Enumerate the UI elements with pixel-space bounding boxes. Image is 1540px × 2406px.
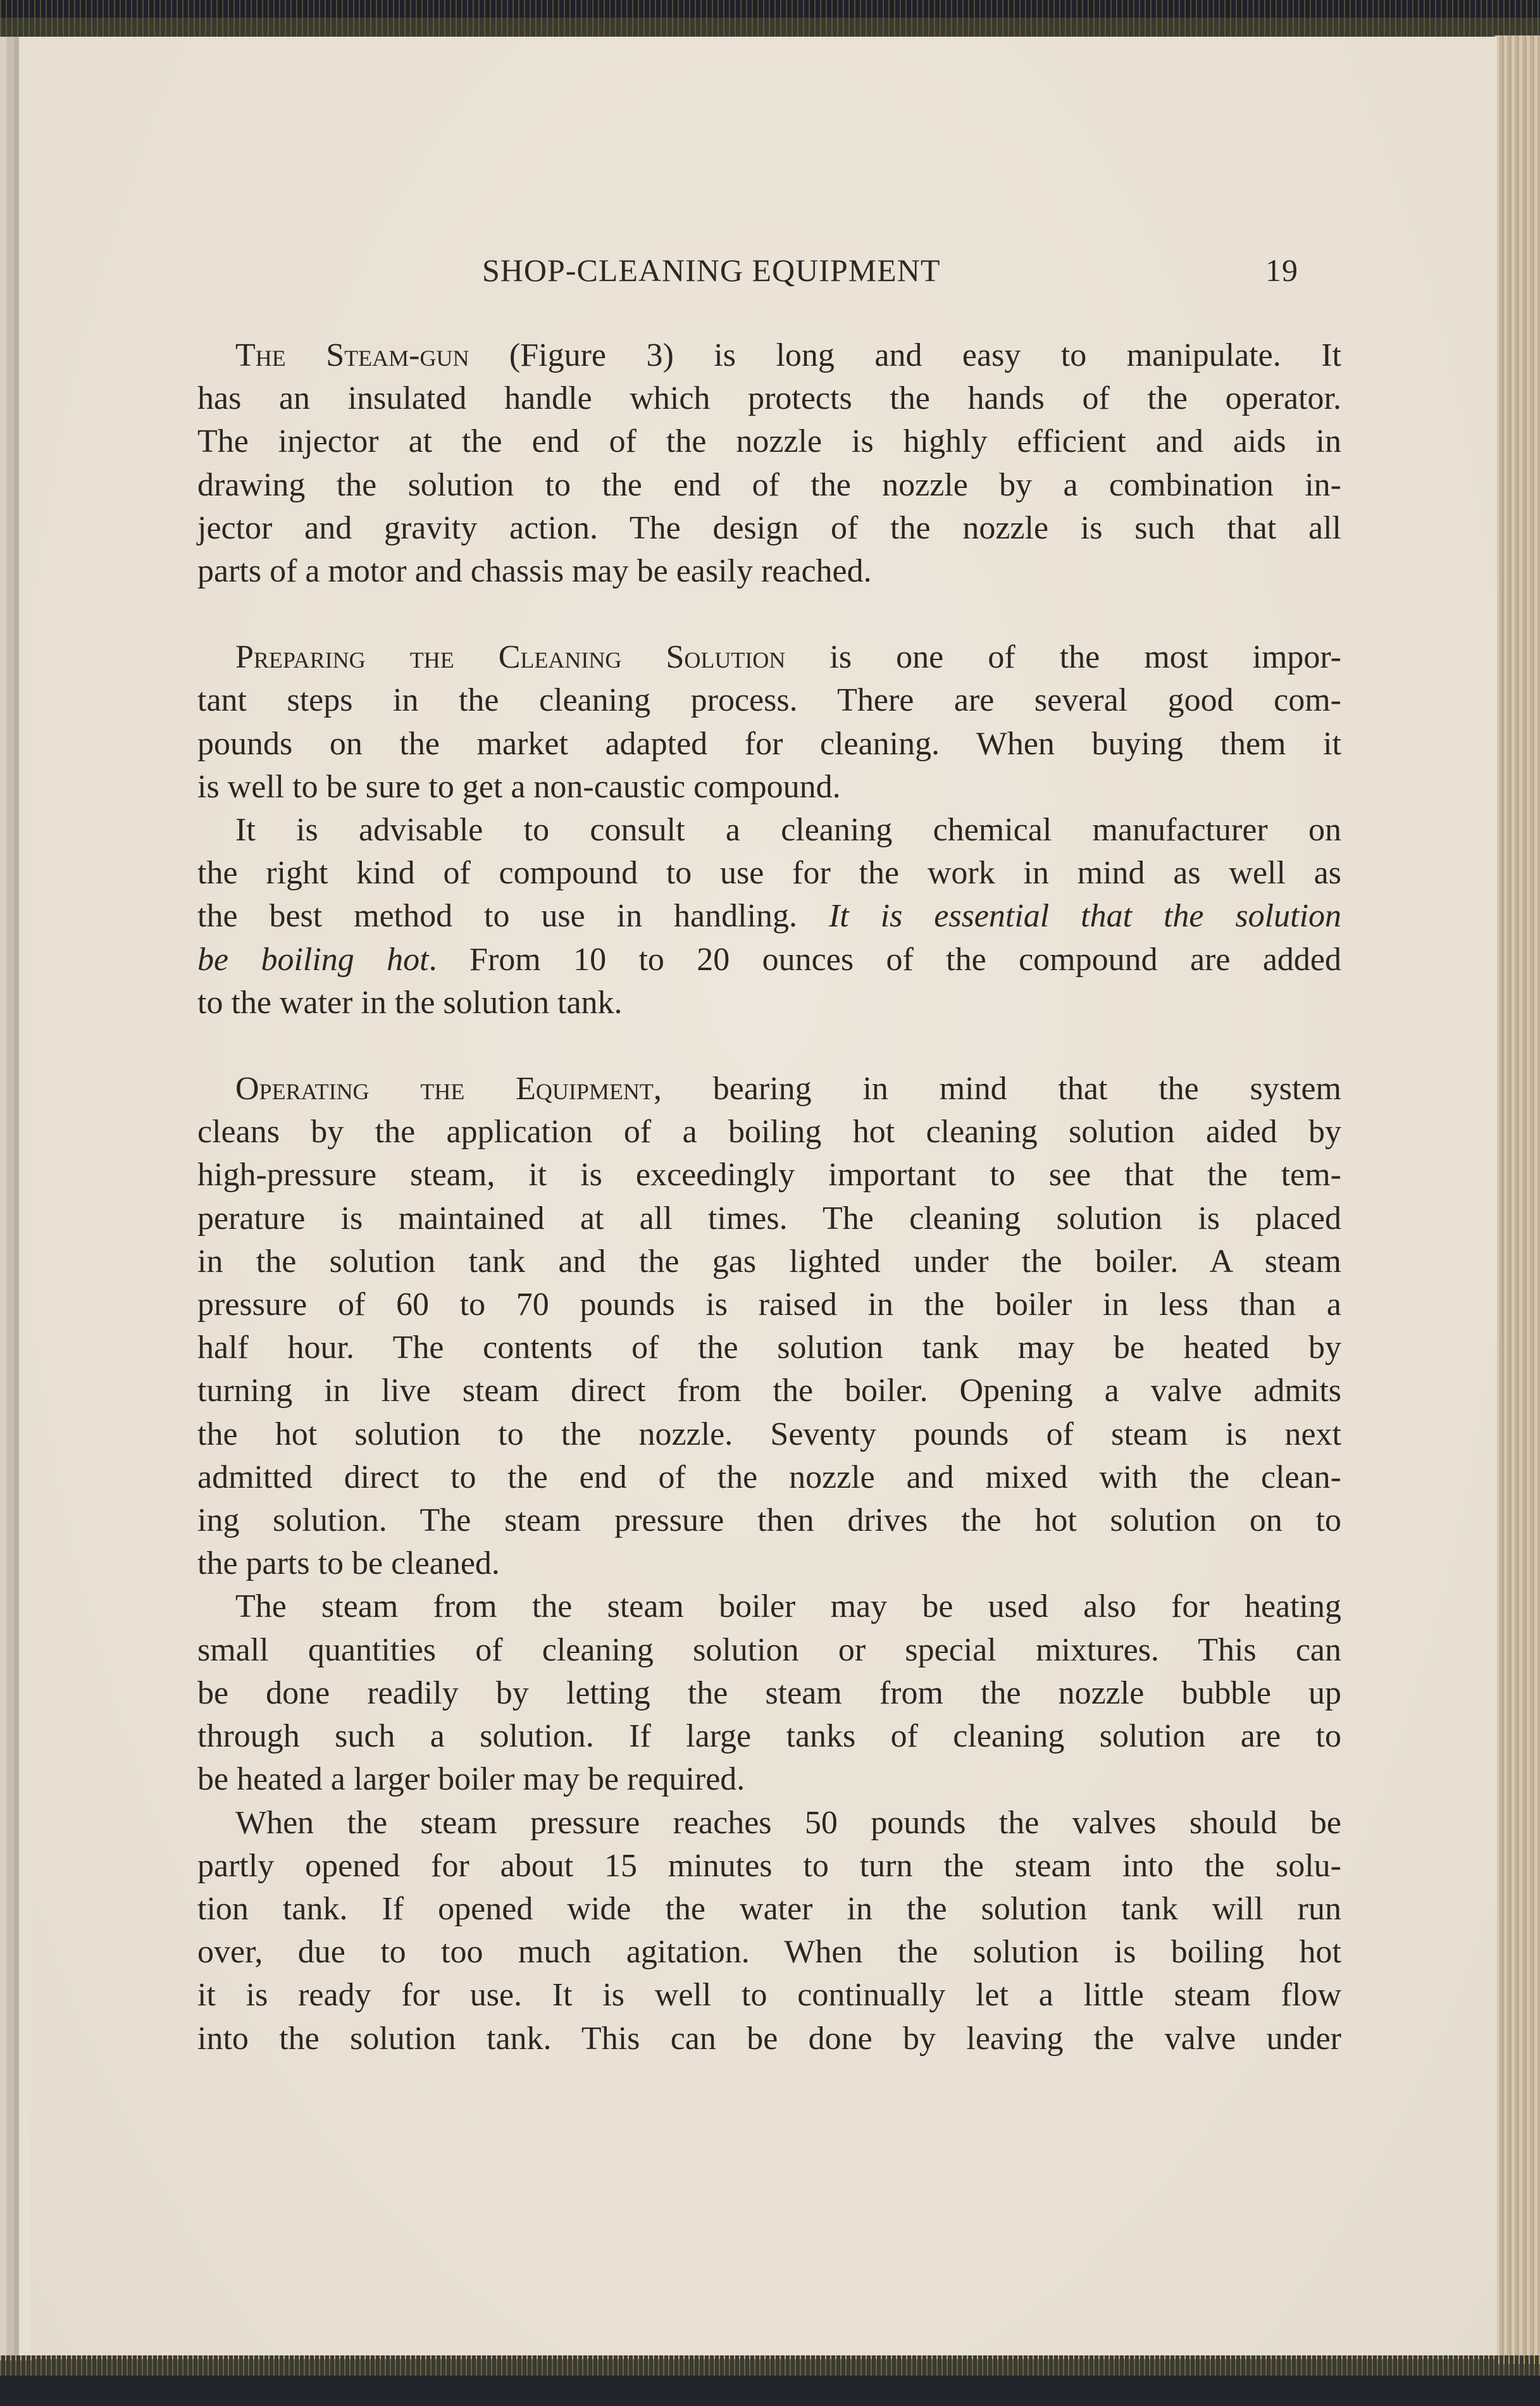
text-run: the best method to use in handling. (197, 898, 829, 935)
page-stack-edge (1494, 35, 1540, 2364)
text-run: be done readily by letting the steam from the nozzle bubble up (197, 1674, 1341, 1711)
book-page (30, 37, 1497, 2359)
emphasis-text: be boiling hot (197, 941, 429, 978)
text-run: cleans by the application of a boiling hot cleaning solution aided by (197, 1114, 1341, 1150)
text-run: has an insulated handle which protects the hands of the operator. (197, 380, 1341, 417)
text-run: in the solution tank and the gas lighted under the boiler. A steam (197, 1243, 1341, 1280)
text-run: pounds on the market adapted for cleaning. When buying them it (197, 725, 1341, 762)
text-line (197, 1413, 1341, 1456)
text-line (197, 1068, 1341, 1111)
text-run: half hour. The contents of the solution tank may be heated by (197, 1330, 1341, 1366)
text-run: the parts to be cleaned. (197, 1545, 500, 1582)
text-line (197, 550, 1341, 593)
text-run: into the solution tank. This can be done by leaving the valve under (197, 2020, 1341, 2057)
page-gutter-edge (0, 37, 33, 2360)
text-run: be heated a larger boiler may be required. (197, 1761, 745, 1798)
emphasis-text: It is essential that the solution (828, 898, 1342, 935)
text-run: (Figure 3) is long and easy to manipulate. It (469, 337, 1341, 373)
text-run: pressure of 60 to 70 pounds is raised in the boiler in less than a (197, 1287, 1341, 1323)
text-line (197, 1154, 1341, 1197)
text-line (197, 938, 1341, 982)
text-line (197, 809, 1341, 852)
text-run: small quantities of cleaning solution or special mixtures. This can (197, 1631, 1341, 1668)
text-line (197, 1499, 1341, 1542)
paragraph (197, 1585, 1341, 1801)
text-run: is one of the most impor- (785, 639, 1342, 676)
text-line (197, 1758, 1341, 1801)
page-number: 19 (1265, 252, 1298, 288)
text-line (197, 1542, 1341, 1585)
text-run: to the water in the solution tank. (197, 984, 623, 1021)
text-run: it is ready for use. It is well to continually let a little steam flow (197, 1977, 1341, 2014)
text-run: partly opened for about 15 minutes to turn the steam into the solu- (197, 1847, 1341, 1884)
text-line (197, 1369, 1341, 1412)
paragraph (197, 1802, 1341, 2060)
text-run: through such a solution. If large tanks of cleaning solution are to (197, 1718, 1341, 1755)
text-run: is well to be sure to get a non-caustic compound. (197, 768, 841, 805)
text-line (197, 377, 1341, 420)
text-run: admitted direct to the end of the nozzle and mixed with the clean- (197, 1459, 1341, 1495)
text-run: . From 10 to 20 ounces of the compound are added (428, 941, 1341, 978)
text-run: jector and gravity action. The design of the nozzle is such that all (197, 509, 1341, 546)
text-line (197, 334, 1341, 377)
paragraph (197, 334, 1341, 593)
text-run: When the steam pressure reaches 50 pounds the valves should be (235, 1804, 1341, 1841)
section-lead-in: Operating the Equipment (235, 1071, 654, 1107)
text-run: the hot solution to the nozzle. Seventy pounds of steam is next (197, 1416, 1341, 1452)
text-line (197, 1931, 1341, 1974)
section-lead-in: The Steam-gun (235, 337, 469, 373)
book-binding-top (0, 0, 1540, 39)
text-run: over, due to too much agitation. When the solution is boiling hot (197, 1934, 1341, 1971)
text-line (197, 895, 1341, 938)
text-line (197, 679, 1341, 722)
text-run: The injector at the end of the nozzle is highly efficient and aids in (197, 423, 1341, 460)
text-line (197, 1629, 1341, 1672)
text-line (197, 420, 1341, 463)
text-line (197, 636, 1341, 679)
text-run: ing solution. The steam pressure then drives the hot solution on to (197, 1502, 1341, 1539)
text-line (197, 1802, 1341, 1845)
text-run: It is advisable to consult a cleaning chemical manufacturer on (235, 812, 1341, 849)
paragraph (197, 809, 1341, 1025)
text-run: parts of a motor and chassis may be easily reached. (197, 553, 872, 590)
text-line (197, 464, 1341, 507)
running-head-title: SHOP-CLEANING EQUIPMENT (482, 252, 941, 288)
text-line (197, 1111, 1341, 1154)
text-line (197, 507, 1341, 550)
running-head (30, 246, 1497, 290)
book-binding-bottom (0, 2355, 1540, 2406)
text-line (197, 1456, 1341, 1499)
text-line (197, 1715, 1341, 1758)
text-run: tion tank. If opened wide the water in the solution tank will run (197, 1890, 1341, 1927)
text-line (197, 1888, 1341, 1931)
paragraph (197, 1068, 1341, 1585)
section-lead-in: Preparing the Cleaning Solution (235, 639, 786, 676)
text-line (197, 766, 1341, 809)
paragraph (197, 636, 1341, 809)
text-line (197, 1283, 1341, 1326)
text-line (197, 2017, 1341, 2060)
body-text (197, 334, 1341, 2060)
text-run: drawing the solution to the end of the nozzle by a combination in- (197, 466, 1341, 503)
text-line (197, 852, 1341, 895)
text-line (197, 723, 1341, 766)
text-line (197, 1845, 1341, 1888)
text-run: tant steps in the cleaning process. There are several good com- (197, 682, 1341, 719)
text-line (197, 1974, 1341, 2017)
text-line (197, 1672, 1341, 1715)
text-line (197, 1326, 1341, 1369)
text-line (197, 1197, 1341, 1240)
text-run: The steam from the steam boiler may be used also for heating (235, 1588, 1341, 1625)
text-run: the right kind of compound to use for the work in mind as well as (197, 855, 1341, 892)
text-run: turning in live steam direct from the boiler. Opening a valve admits (197, 1373, 1341, 1409)
text-run: high-pressure steam, it is exceedingly important to see that the tem- (197, 1157, 1341, 1194)
text-run: , bearing in mind that the system (653, 1071, 1341, 1107)
text-line (197, 1240, 1341, 1283)
text-line (197, 1585, 1341, 1628)
text-run: perature is maintained at all times. The cleaning solution is placed (197, 1200, 1341, 1237)
text-line (197, 982, 1341, 1025)
